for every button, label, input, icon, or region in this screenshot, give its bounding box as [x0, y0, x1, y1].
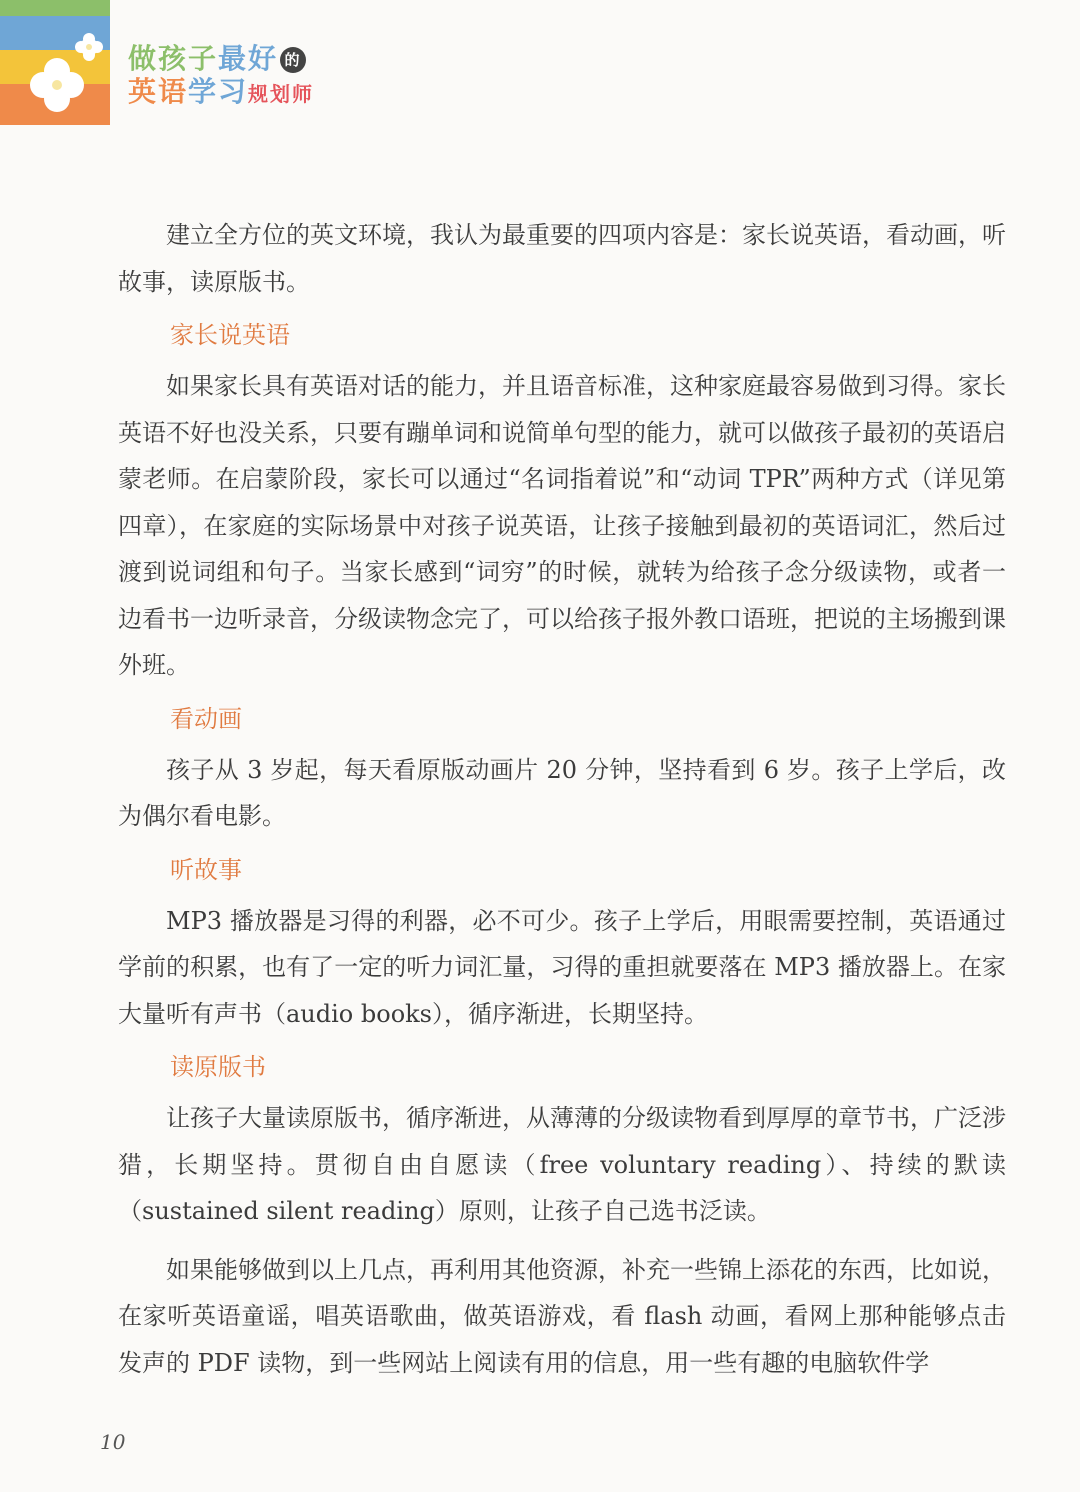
section-heading: 家长说英语	[170, 321, 290, 349]
section-heading: 看动画	[170, 704, 242, 733]
page-number: 10	[100, 1430, 126, 1454]
flower-icon	[40, 68, 74, 102]
closing-paragraph: 如果能够做到以上几点，再利用其他资源，补充一些锦上添花的东西，比如说，在家听英语童谣，唱英语歌曲，做英语游戏，看 flash 动画，看网上那种能够点击发声的 PDF 读物，到一些网站上阅读有用的信息，用一些有趣的电脑软件学	[118, 1255, 1006, 1377]
section-heading: 听故事	[170, 855, 242, 884]
flower-icon	[80, 38, 98, 56]
book-title-line2	[128, 75, 315, 109]
title-part: 最好	[218, 42, 279, 75]
book-title-line1	[128, 44, 314, 73]
section-paragraph: MP3 播放器是习得的利器，必不可少。孩子上学后，用眼需要控制，英语通过学前的积累，也有了一定的听力词汇量，习得的重担就要落在 MP3 播放器上。在家大量听有声书（audio books），循序渐进，长期坚持。	[118, 906, 1006, 1028]
header-corner-art	[0, 0, 110, 125]
section-paragraph: 孩子从 3 岁起，每天看原版动画片 20 分钟，坚持看到 6 岁。孩子上学后，改为偶尔看电影。	[118, 755, 1006, 830]
section-paragraph: 让孩子大量读原版书，循序渐进，从薄薄的分级读物看到厚厚的章节书，广泛涉猎，长期坚持。贯彻自由自愿读（free voluntary reading）、持续的默读（sustained silent reading）原则，让孩子自己选书泛读。	[118, 1104, 1006, 1225]
section-paragraph: 如果家长具有英语对话的能力，并且语音标准，这种家庭最容易做到习得。家长英语不好也没关系，只要有蹦单词和说简单句型的能力，就可以做孩子最初的英语启蒙老师。在启蒙阶段，家长可以通过“名词指着说”和“动词 TPR”两种方式（详见第四章），在家庭的实际场景中对孩子说英语，让孩子接触到最初的英语词汇，然后过渡到说词组和句子。当家长感到“词穷”的时候，就转为给孩子念分级读物，或者一边看书一边听录音，分级读物念完了，可以给孩子报外教口语班，把说的主场搬到课外班。	[118, 372, 1006, 679]
title-part: 做孩子	[128, 42, 219, 75]
title-part-badge: 的	[280, 47, 306, 73]
title-part: 规划师	[248, 82, 315, 107]
page-content	[118, 212, 1006, 1386]
intro-paragraph: 建立全方位的英文环境，我认为最重要的四项内容是：家长说英语，看动画，听故事，读原版书。	[118, 221, 1006, 296]
green-stripe	[0, 0, 110, 16]
book-title	[128, 44, 314, 107]
section-heading: 读原版书	[170, 1053, 266, 1081]
title-part: 学习	[188, 75, 249, 109]
title-part: 英语	[128, 75, 189, 109]
